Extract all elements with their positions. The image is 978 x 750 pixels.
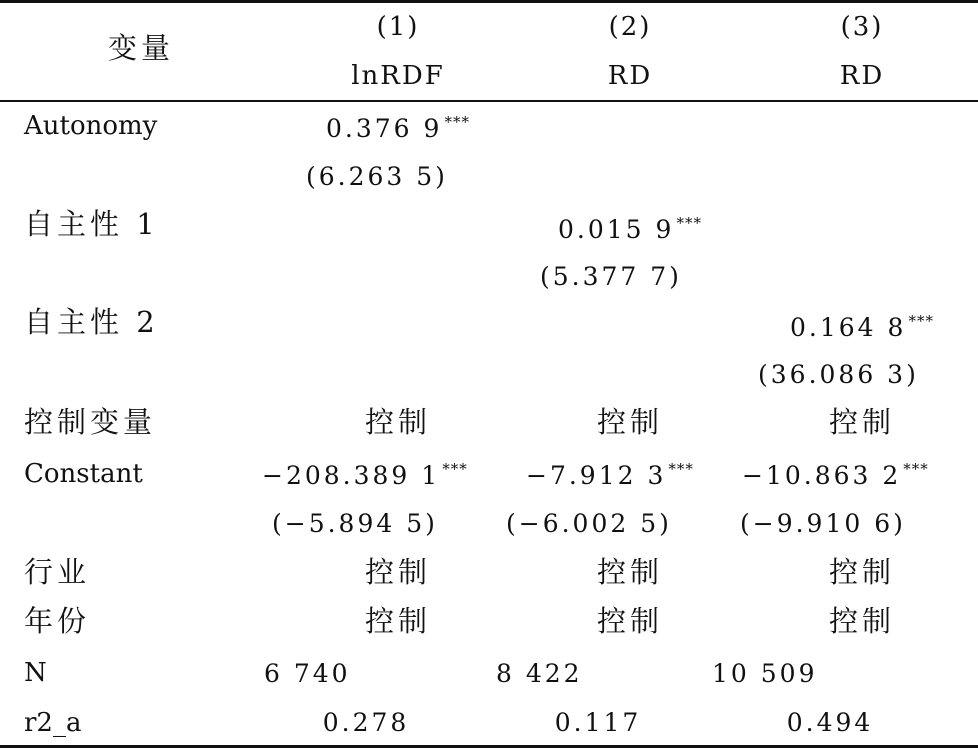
row-label-constant: Constant [24,459,143,489]
col2-dependent: RD [607,61,653,91]
col1-number: (1) [376,12,420,42]
tstat-zizhu2: (36.086 3) [758,360,919,389]
controls-col3: 控制 [828,405,896,439]
n-col2: 8 422 [496,659,583,688]
header-variable: 变量 [108,31,175,65]
row-label-zizhu1: 自主性 1 [24,207,159,241]
n-col1: 6 740 [264,659,351,688]
col3-dependent: RD [839,61,885,91]
col2-number: (2) [608,12,652,42]
industry-col3: 控制 [828,555,896,589]
coef-zizhu2: 0.164 8 *** [790,312,934,342]
significance-stars: *** [903,460,929,478]
row-label-zizhu2: 自主性 2 [24,305,159,339]
industry-col1: 控制 [364,555,432,589]
row-label-industry: 行业 [24,555,91,589]
header-rule [0,100,978,102]
significance-stars: *** [668,460,694,478]
col3-number: (3) [840,12,884,42]
col1-dependent: lnRDF [351,61,445,91]
row-label-year: 年份 [24,604,91,638]
significance-stars: *** [676,214,702,232]
tstat-constant-col2: (−6.002 5) [506,509,672,538]
row-label-r2a: r2_a [24,708,82,738]
row-label-controls: 控制变量 [24,405,157,439]
controls-col2: 控制 [596,405,664,439]
coef-constant-col1: −208.389 1 *** [262,460,468,490]
tstat-constant-col1: (−5.894 5) [272,509,438,538]
row-label-n: N [24,658,47,688]
year-col2: 控制 [596,604,664,638]
top-rule [0,0,978,3]
coef-constant-col2: −7.912 3 *** [526,460,694,490]
row-label-autonomy: Autonomy [24,111,158,141]
tstat-zizhu1: (5.377 7) [540,262,682,291]
tstat-constant-col3: (−9.910 6) [740,509,906,538]
significance-stars: *** [442,460,468,478]
controls-col1: 控制 [364,405,432,439]
coef-autonomy: 0.376 9 *** [326,113,470,143]
r2a-col1: 0.278 [322,708,410,737]
coef-zizhu1: 0.015 9 *** [558,214,702,244]
year-col1: 控制 [364,604,432,638]
r2a-col2: 0.117 [554,708,642,737]
significance-stars: *** [908,312,934,330]
bottom-rule [0,745,978,748]
tstat-autonomy: (6.263 5) [306,162,448,191]
year-col3: 控制 [828,604,896,638]
significance-stars: *** [444,113,470,131]
coef-constant-col3: −10.863 2 *** [742,460,929,490]
r2a-col3: 0.494 [786,708,874,737]
industry-col2: 控制 [596,555,664,589]
n-col3: 10 509 [712,659,818,688]
